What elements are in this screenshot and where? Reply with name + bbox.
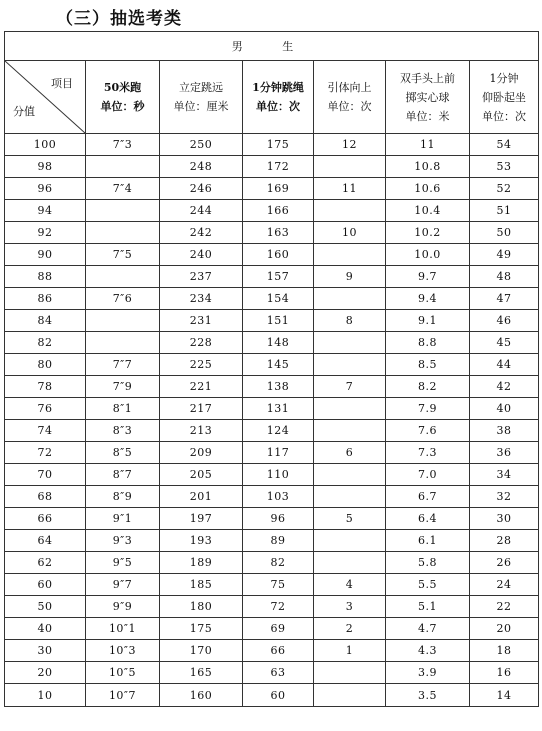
value-cell-standing-long-jump: 244 — [160, 200, 243, 222]
value-cell-sit-ups: 16 — [470, 662, 539, 684]
gender-header: 男 生 — [5, 32, 539, 61]
value-cell-rope-skipping: 145 — [243, 354, 314, 376]
value-cell-standing-long-jump: 234 — [160, 288, 243, 310]
score-cell: 94 — [5, 200, 86, 222]
value-cell-rope-skipping: 157 — [243, 266, 314, 288]
table-row — [5, 596, 539, 618]
value-cell-sit-ups: 44 — [470, 354, 539, 376]
value-cell-standing-long-jump: 180 — [160, 596, 243, 618]
diagonal-divider — [5, 61, 85, 133]
value-cell-standing-long-jump: 240 — [160, 244, 243, 266]
score-cell: 20 — [5, 662, 86, 684]
column-header-rope-skipping — [243, 61, 314, 134]
value-cell-medicine-ball-throw: 7.3 — [386, 442, 470, 464]
value-cell-standing-long-jump: 246 — [160, 178, 243, 200]
column-header-line2: 掷实心球 — [405, 90, 450, 104]
value-cell-50m-run — [86, 222, 160, 244]
value-cell-50m-run: 8″7 — [86, 464, 160, 486]
value-cell-pull-ups — [314, 486, 386, 508]
table-row — [5, 464, 539, 486]
score-cell: 10 — [5, 684, 86, 707]
value-cell-standing-long-jump: 175 — [160, 618, 243, 640]
value-cell-standing-long-jump: 170 — [160, 640, 243, 662]
value-cell-pull-ups: 3 — [314, 596, 386, 618]
table-row — [5, 552, 539, 574]
table-row — [5, 376, 539, 398]
value-cell-rope-skipping: 175 — [243, 134, 314, 156]
column-header-sit-ups — [470, 61, 539, 134]
value-cell-medicine-ball-throw: 3.9 — [386, 662, 470, 684]
value-cell-standing-long-jump: 242 — [160, 222, 243, 244]
score-cell: 70 — [5, 464, 86, 486]
value-cell-rope-skipping: 63 — [243, 662, 314, 684]
score-cell: 74 — [5, 420, 86, 442]
table-row — [5, 684, 539, 707]
value-cell-50m-run — [86, 156, 160, 178]
section-title: （三）抽选考类 — [56, 9, 182, 29]
value-cell-sit-ups: 36 — [470, 442, 539, 464]
value-cell-50m-run: 10″7 — [86, 684, 160, 707]
value-cell-rope-skipping: 154 — [243, 288, 314, 310]
value-cell-standing-long-jump: 189 — [160, 552, 243, 574]
score-cell: 90 — [5, 244, 86, 266]
value-cell-medicine-ball-throw: 10.4 — [386, 200, 470, 222]
table-row — [5, 508, 539, 530]
value-cell-rope-skipping: 103 — [243, 486, 314, 508]
value-cell-pull-ups: 9 — [314, 266, 386, 288]
value-cell-medicine-ball-throw: 11 — [386, 134, 470, 156]
table-row — [5, 244, 539, 266]
value-cell-medicine-ball-throw: 10.0 — [386, 244, 470, 266]
table-row — [5, 398, 539, 420]
value-cell-standing-long-jump: 201 — [160, 486, 243, 508]
column-header-line1: 50米跑 — [103, 81, 142, 94]
score-cell: 30 — [5, 640, 86, 662]
value-cell-medicine-ball-throw: 5.5 — [386, 574, 470, 596]
value-cell-50m-run: 9″1 — [86, 508, 160, 530]
value-cell-sit-ups: 30 — [470, 508, 539, 530]
column-header-medicine-ball-throw — [386, 61, 470, 134]
value-cell-medicine-ball-throw: 3.5 — [386, 684, 470, 707]
value-cell-medicine-ball-throw: 7.0 — [386, 464, 470, 486]
column-header-line3: 单位：次 — [482, 109, 526, 123]
table-row — [5, 310, 539, 332]
value-cell-50m-run: 7″4 — [86, 178, 160, 200]
value-cell-50m-run — [86, 310, 160, 332]
value-cell-pull-ups — [314, 464, 386, 486]
value-cell-standing-long-jump: 248 — [160, 156, 243, 178]
value-cell-sit-ups: 20 — [470, 618, 539, 640]
value-cell-standing-long-jump: 185 — [160, 574, 243, 596]
value-cell-rope-skipping: 72 — [243, 596, 314, 618]
value-cell-sit-ups: 18 — [470, 640, 539, 662]
value-cell-rope-skipping: 131 — [243, 398, 314, 420]
score-cell: 40 — [5, 618, 86, 640]
column-header-line1: 立定跳远 — [179, 81, 223, 94]
value-cell-rope-skipping: 117 — [243, 442, 314, 464]
score-cell: 86 — [5, 288, 86, 310]
score-cell: 78 — [5, 376, 86, 398]
value-cell-50m-run: 10″5 — [86, 662, 160, 684]
table-row — [5, 530, 539, 552]
value-cell-pull-ups: 4 — [314, 574, 386, 596]
value-cell-50m-run: 9″3 — [86, 530, 160, 552]
column-header-pull-ups — [314, 61, 386, 134]
value-cell-sit-ups: 49 — [470, 244, 539, 266]
value-cell-pull-ups: 8 — [314, 310, 386, 332]
value-cell-pull-ups: 10 — [314, 222, 386, 244]
value-cell-sit-ups: 50 — [470, 222, 539, 244]
value-cell-rope-skipping: 163 — [243, 222, 314, 244]
value-cell-standing-long-jump: 160 — [160, 684, 243, 707]
value-cell-pull-ups — [314, 684, 386, 707]
value-cell-rope-skipping: 169 — [243, 178, 314, 200]
table-row — [5, 332, 539, 354]
value-cell-sit-ups: 32 — [470, 486, 539, 508]
value-cell-50m-run: 7″7 — [86, 354, 160, 376]
value-cell-pull-ups — [314, 332, 386, 354]
value-cell-medicine-ball-throw: 9.4 — [386, 288, 470, 310]
value-cell-50m-run: 7″3 — [86, 134, 160, 156]
value-cell-rope-skipping: 96 — [243, 508, 314, 530]
value-cell-standing-long-jump: 228 — [160, 332, 243, 354]
value-cell-medicine-ball-throw: 9.1 — [386, 310, 470, 332]
value-cell-50m-run: 9″5 — [86, 552, 160, 574]
table-row — [5, 178, 539, 200]
value-cell-sit-ups: 51 — [470, 200, 539, 222]
value-cell-rope-skipping: 124 — [243, 420, 314, 442]
value-cell-pull-ups: 12 — [314, 134, 386, 156]
value-cell-medicine-ball-throw: 6.4 — [386, 508, 470, 530]
value-cell-rope-skipping: 69 — [243, 618, 314, 640]
column-header-line2: 单位：次 — [256, 100, 300, 113]
value-cell-pull-ups — [314, 662, 386, 684]
value-cell-50m-run — [86, 332, 160, 354]
value-cell-medicine-ball-throw: 8.8 — [386, 332, 470, 354]
value-cell-sit-ups: 48 — [470, 266, 539, 288]
value-cell-rope-skipping: 172 — [243, 156, 314, 178]
table-row — [5, 574, 539, 596]
column-header-line1: 1分钟 — [489, 71, 519, 85]
value-cell-50m-run: 10″1 — [86, 618, 160, 640]
value-cell-sit-ups: 52 — [470, 178, 539, 200]
value-cell-standing-long-jump: 221 — [160, 376, 243, 398]
score-cell: 76 — [5, 398, 86, 420]
table-row — [5, 222, 539, 244]
value-cell-rope-skipping: 148 — [243, 332, 314, 354]
score-cell: 92 — [5, 222, 86, 244]
value-cell-50m-run: 7″6 — [86, 288, 160, 310]
value-cell-50m-run — [86, 266, 160, 288]
score-cell: 62 — [5, 552, 86, 574]
value-cell-pull-ups: 6 — [314, 442, 386, 464]
value-cell-pull-ups: 5 — [314, 508, 386, 530]
value-cell-standing-long-jump: 209 — [160, 442, 243, 464]
corner-score-label: 分值 — [13, 105, 35, 118]
value-cell-rope-skipping: 89 — [243, 530, 314, 552]
column-header-standing-long-jump — [160, 61, 243, 134]
value-cell-medicine-ball-throw: 10.2 — [386, 222, 470, 244]
column-header-line2: 单位：秒 — [100, 100, 145, 113]
value-cell-medicine-ball-throw: 5.8 — [386, 552, 470, 574]
value-cell-rope-skipping: 82 — [243, 552, 314, 574]
table-row — [5, 618, 539, 640]
value-cell-pull-ups — [314, 288, 386, 310]
value-cell-pull-ups: 1 — [314, 640, 386, 662]
value-cell-50m-run: 10″3 — [86, 640, 160, 662]
value-cell-50m-run: 8″3 — [86, 420, 160, 442]
score-cell: 50 — [5, 596, 86, 618]
value-cell-50m-run: 9″9 — [86, 596, 160, 618]
score-cell: 64 — [5, 530, 86, 552]
value-cell-rope-skipping: 151 — [243, 310, 314, 332]
value-cell-standing-long-jump: 213 — [160, 420, 243, 442]
value-cell-50m-run: 8″9 — [86, 486, 160, 508]
score-table — [4, 31, 539, 707]
table-row — [5, 266, 539, 288]
corner-item-label: 项目 — [51, 77, 73, 90]
score-table-body — [5, 134, 539, 707]
value-cell-sit-ups: 53 — [470, 156, 539, 178]
value-cell-sit-ups: 47 — [470, 288, 539, 310]
value-cell-pull-ups — [314, 200, 386, 222]
value-cell-50m-run: 7″5 — [86, 244, 160, 266]
value-cell-standing-long-jump: 205 — [160, 464, 243, 486]
value-cell-standing-long-jump: 250 — [160, 134, 243, 156]
table-row — [5, 288, 539, 310]
value-cell-standing-long-jump: 231 — [160, 310, 243, 332]
gender-header-row — [5, 32, 539, 61]
value-cell-rope-skipping: 75 — [243, 574, 314, 596]
table-row — [5, 134, 539, 156]
score-cell: 68 — [5, 486, 86, 508]
score-cell: 98 — [5, 156, 86, 178]
value-cell-medicine-ball-throw: 6.1 — [386, 530, 470, 552]
value-cell-medicine-ball-throw: 4.7 — [386, 618, 470, 640]
value-cell-50m-run: 8″5 — [86, 442, 160, 464]
score-cell: 72 — [5, 442, 86, 464]
value-cell-sit-ups: 28 — [470, 530, 539, 552]
value-cell-sit-ups: 54 — [470, 134, 539, 156]
table-row — [5, 354, 539, 376]
table-row — [5, 200, 539, 222]
value-cell-standing-long-jump: 165 — [160, 662, 243, 684]
column-header-line1: 双手头上前 — [400, 71, 455, 85]
value-cell-medicine-ball-throw: 9.7 — [386, 266, 470, 288]
column-header-line1: 1分钟跳绳 — [252, 81, 304, 94]
value-cell-medicine-ball-throw: 7.6 — [386, 420, 470, 442]
table-row — [5, 640, 539, 662]
value-cell-pull-ups — [314, 398, 386, 420]
value-cell-medicine-ball-throw: 8.2 — [386, 376, 470, 398]
value-cell-rope-skipping: 60 — [243, 684, 314, 707]
score-cell: 80 — [5, 354, 86, 376]
value-cell-sit-ups: 14 — [470, 684, 539, 707]
table-row — [5, 442, 539, 464]
column-header-line2: 单位：厘米 — [173, 100, 229, 113]
value-cell-pull-ups — [314, 552, 386, 574]
value-cell-pull-ups — [314, 156, 386, 178]
column-header-50m-run — [86, 61, 160, 134]
value-cell-pull-ups: 7 — [314, 376, 386, 398]
column-header-row — [5, 61, 539, 134]
column-header-line2: 仰卧起坐 — [482, 90, 526, 104]
value-cell-sit-ups: 24 — [470, 574, 539, 596]
value-cell-medicine-ball-throw: 10.8 — [386, 156, 470, 178]
value-cell-50m-run — [86, 200, 160, 222]
value-cell-standing-long-jump: 217 — [160, 398, 243, 420]
value-cell-standing-long-jump: 197 — [160, 508, 243, 530]
value-cell-sit-ups: 26 — [470, 552, 539, 574]
value-cell-standing-long-jump: 237 — [160, 266, 243, 288]
value-cell-rope-skipping: 66 — [243, 640, 314, 662]
score-cell: 66 — [5, 508, 86, 530]
score-cell: 88 — [5, 266, 86, 288]
value-cell-medicine-ball-throw: 7.9 — [386, 398, 470, 420]
value-cell-sit-ups: 42 — [470, 376, 539, 398]
value-cell-pull-ups: 2 — [314, 618, 386, 640]
value-cell-medicine-ball-throw: 8.5 — [386, 354, 470, 376]
value-cell-medicine-ball-throw: 6.7 — [386, 486, 470, 508]
value-cell-medicine-ball-throw: 10.6 — [386, 178, 470, 200]
score-cell: 60 — [5, 574, 86, 596]
value-cell-medicine-ball-throw: 4.3 — [386, 640, 470, 662]
column-header-line3: 单位：米 — [405, 109, 450, 123]
table-row — [5, 420, 539, 442]
value-cell-pull-ups — [314, 420, 386, 442]
value-cell-pull-ups — [314, 354, 386, 376]
value-cell-standing-long-jump: 193 — [160, 530, 243, 552]
score-cell: 96 — [5, 178, 86, 200]
value-cell-pull-ups: 11 — [314, 178, 386, 200]
value-cell-rope-skipping: 110 — [243, 464, 314, 486]
corner-header — [5, 61, 86, 134]
value-cell-sit-ups: 45 — [470, 332, 539, 354]
value-cell-sit-ups: 22 — [470, 596, 539, 618]
score-cell: 82 — [5, 332, 86, 354]
table-row — [5, 156, 539, 178]
value-cell-rope-skipping: 166 — [243, 200, 314, 222]
table-row — [5, 486, 539, 508]
table-row — [5, 662, 539, 684]
value-cell-50m-run: 7″9 — [86, 376, 160, 398]
score-cell: 100 — [5, 134, 86, 156]
value-cell-50m-run: 9″7 — [86, 574, 160, 596]
column-header-line2: 单位：次 — [327, 100, 372, 113]
value-cell-sit-ups: 46 — [470, 310, 539, 332]
value-cell-rope-skipping: 138 — [243, 376, 314, 398]
column-header-line1: 引体向上 — [327, 81, 372, 94]
value-cell-pull-ups — [314, 244, 386, 266]
value-cell-sit-ups: 40 — [470, 398, 539, 420]
value-cell-sit-ups: 34 — [470, 464, 539, 486]
value-cell-medicine-ball-throw: 5.1 — [386, 596, 470, 618]
score-cell: 84 — [5, 310, 86, 332]
value-cell-rope-skipping: 160 — [243, 244, 314, 266]
value-cell-sit-ups: 38 — [470, 420, 539, 442]
value-cell-50m-run: 8″1 — [86, 398, 160, 420]
value-cell-pull-ups — [314, 530, 386, 552]
value-cell-standing-long-jump: 225 — [160, 354, 243, 376]
